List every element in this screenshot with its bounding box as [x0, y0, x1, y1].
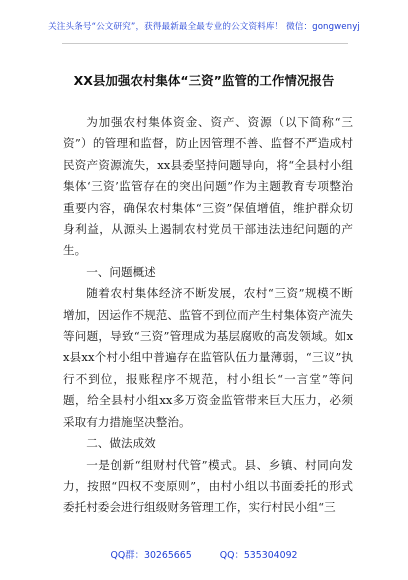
footer-contact [0, 547, 408, 561]
overview-paragraph: 随着农村集体经济不断发展，农村“三资”规模不断增加，因运作不规范、监管不到位而产生村集体资产流失等问题，导致“三资”管理成为基层腐败的高发领域。如xx县xx个村小组中普遍存在监管队伍力量薄弱，“三议”执行不到位，报账程序不规范，村小组长“一言堂”等问题，给全县村小组xx多万资金监管带来巨大压力，必须采取有力措施坚决整治。 [63, 286, 353, 429]
intro-paragraph: 为加强农村集体资金、资产、资源（以下简称“三资”）的管理和监督，防止因管理不善、监督不严造成村民资产资源流失，xx县委坚持问题导向，将“全县村小组集体‘三资’监管存在的突出问题”作为主题教育专项整治重要内容，确保农村集体“三资”保值增值，维护群众切身利益，从源头上遏制农村党员干部违法违纪问题的产生。 [63, 115, 353, 258]
section-heading-overview: 一、问题概述 [86, 264, 156, 279]
footer-qq-number: QQ：535304092 [219, 550, 298, 561]
section-heading-measures: 二、做法成效 [86, 436, 156, 451]
document-body [63, 112, 353, 519]
header-divider [62, 43, 348, 44]
measures-paragraph: 一是创新“组财村代管”模式。县、乡镇、村同向发力，按照“四权不变原则”，由村小组以书面委托的形式委托村委会进行组级财务管理工作，实行村民小组“三 [63, 457, 353, 515]
footer-qq-group: QQ群：30265665 [110, 550, 192, 561]
header-banner: 关注头条号“公文研究”，获得最新最全最专业的公文资料库！ 微信：gongwenyj [48, 22, 360, 32]
document-title: XX县加强农村集体“三资”监管的工作情况报告 [73, 73, 335, 88]
